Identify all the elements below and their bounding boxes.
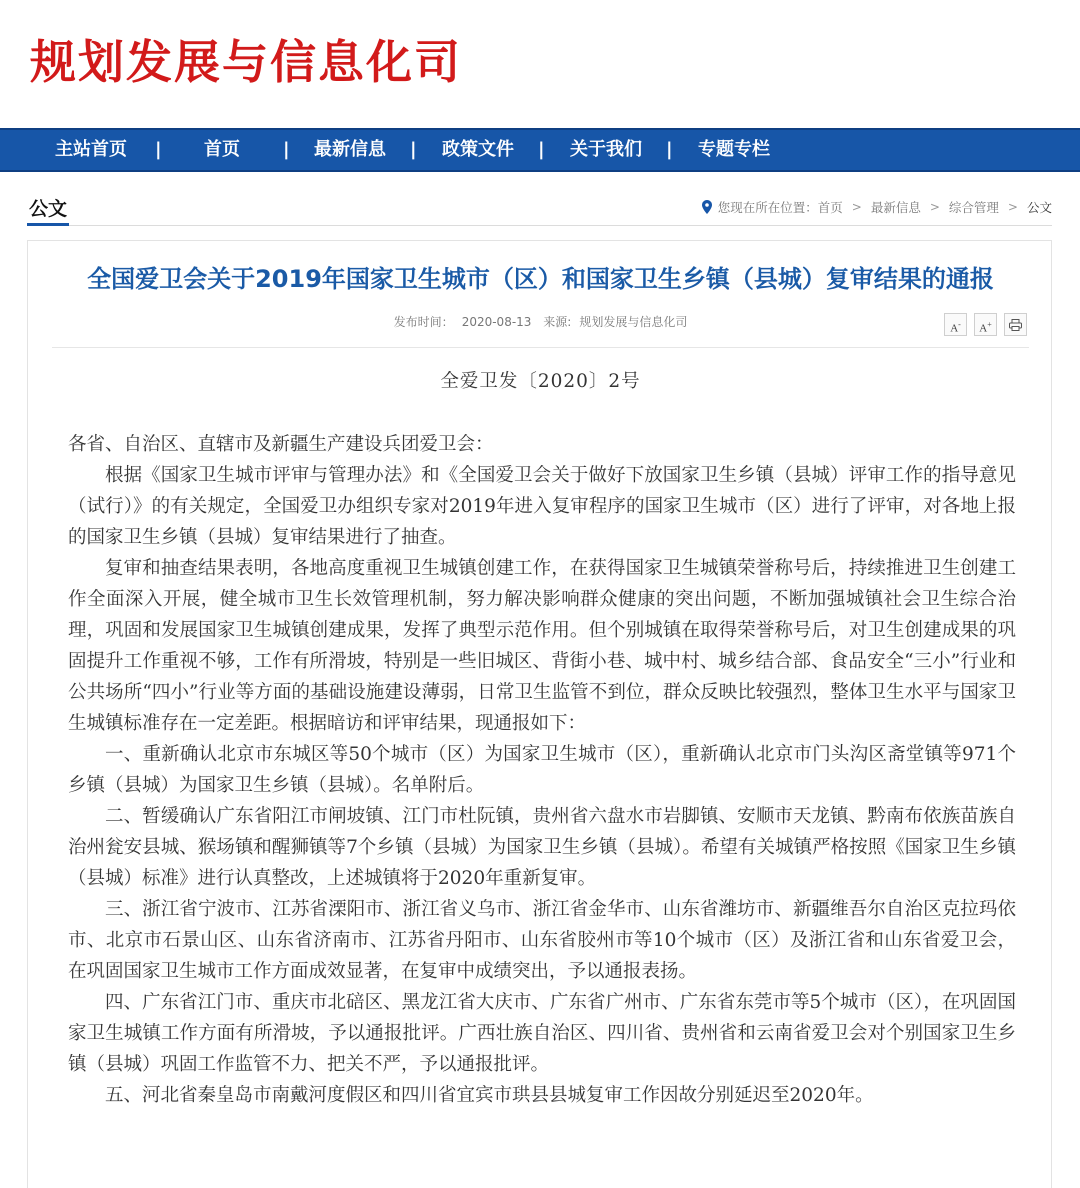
breadcrumb-current: 公文	[1026, 200, 1052, 215]
section-label: 公文	[27, 196, 69, 226]
article-container	[27, 240, 1052, 1188]
paragraph: 三、浙江省宁波市、江苏省溧阳市、浙江省义乌市、浙江省金华市、山东省潍坊市、新疆维吾尔自治区克拉玛依市、北京市石景山区、山东省济南市、江苏省丹阳市、山东省胶州市等10个城市（区）及浙江省和山东省爱卫会，在巩固国家卫生城市工作方面成效显著，在复审中成绩突出，予以通报表扬。	[68, 899, 1016, 982]
nav-separator: |	[155, 139, 162, 160]
nav-item-topics[interactable]: 专题专栏	[698, 139, 770, 160]
paragraph: 复审和抽查结果表明，各地高度重视卫生城镇创建工作，在获得国家卫生城镇荣誉称号后，持续推进卫生创建工作全面深入开展，健全城市卫生长效管理机制，努力解决影响群众健康的突出问题，不断加强城镇社会卫生综合治理，巩固和发展国家卫生城镇创建成果，发挥了典型示范作用。但个别城镇在取得荣誉称号后，对卫生创建成果的巩固提升工作重视不够，工作有所滑坡，特别是一些旧城区、背街小巷、城中村、城乡结合部、食品安全“三小”行业和公共场所“四小”行业等方面的基础设施建设薄弱，日常卫生监管不到位，群众反映比较强烈，整体卫生水平与国家卫生城镇标准存在一定差距。根据暗访和评审结果，现通报如下：	[68, 558, 1016, 734]
breadcrumb-general[interactable]: 综合管理	[948, 200, 999, 215]
article-meta	[28, 313, 1053, 330]
chevron-right-icon: >	[851, 200, 862, 214]
publish-label: 发布时间：	[393, 315, 454, 329]
nav-separator: |	[666, 139, 673, 160]
nav-item-policy[interactable]: 政策文件	[442, 139, 514, 160]
chevron-right-icon: >	[929, 200, 940, 214]
paragraph: 一、重新确认北京市东城区等50个城市（区）为国家卫生城市（区），重新确认北京市门头沟区斋堂镇等971个乡镇（县城）为国家卫生乡镇（县城）。名单附后。	[68, 744, 1016, 796]
nav-separator: |	[410, 139, 417, 160]
nav-item-about[interactable]: 关于我们	[570, 139, 642, 160]
breadcrumb-latest[interactable]: 最新信息	[870, 200, 921, 215]
article-tools	[944, 313, 1027, 336]
article-title: 全国爱卫会关于2019年国家卫生城市（区）和国家卫生乡镇（县城）复审结果的通报	[87, 265, 994, 293]
site-header	[0, 0, 1080, 128]
nav-item-latest[interactable]: 最新信息	[314, 139, 386, 160]
source-name: 规划发展与信息化司	[579, 315, 688, 329]
paragraph: 二、暂缓确认广东省阳江市闸坡镇、江门市杜阮镇，贵州省六盘水市岩脚镇、安顺市天龙镇、黔南布依族苗族自治州瓮安县城、猴场镇和醒狮镇等7个乡镇（县城）为国家卫生乡镇（县城）。希望有关城镇严格按照《国家卫生乡镇（县城）标准》进行认真整改，上述城镇将于2020年重新复审。	[68, 806, 1016, 889]
paragraph: 根据《国家卫生城市评审与管理办法》和《全国爱卫会关于做好下放国家卫生乡镇（县城）评审工作的指导意见（试行）》的有关规定，全国爱卫办组织专家对2019年进入复审程序的国家卫生城市（区）进行了评审，对各地上报的国家卫生乡镇（县城）复审结果进行了抽查。	[68, 465, 1016, 548]
salutation: 各省、自治区、直辖市及新疆生产建设兵团爱卫会：	[68, 434, 494, 455]
paragraph: 五、河北省秦皇岛市南戴河度假区和四川省宜宾市珙县县城复审工作因故分别延迟至2020年。	[105, 1085, 874, 1106]
article-body	[68, 429, 1016, 1111]
divider	[52, 347, 1029, 348]
chevron-right-icon: >	[1007, 200, 1018, 214]
nav-item-home[interactable]: 首页	[204, 139, 240, 160]
print-button[interactable]	[1004, 313, 1027, 336]
document-number: 全爱卫发〔2020〕2号	[440, 371, 641, 392]
print-icon	[1009, 319, 1022, 331]
nav-separator: |	[283, 139, 290, 160]
breadcrumb-home[interactable]: 首页	[817, 200, 843, 215]
paragraph: 四、广东省江门市、重庆市北碚区、黑龙江省大庆市、广东省广州市、广东省东莞市等5个城市（区），在巩固国家卫生城镇工作方面有所滑坡，予以通报批评。广西壮族自治区、四川省、贵州省和云南省爱卫会对个别国家卫生乡镇（县城）巩固工作监管不力、把关不严，予以通报批评。	[68, 992, 1016, 1075]
source-label: 来源:	[543, 315, 572, 329]
breadcrumb	[702, 196, 1052, 218]
breadcrumb-prefix: 您现在所在位置：	[717, 200, 818, 215]
location-bar	[27, 188, 1052, 226]
publish-date: 2020-08-13	[461, 315, 532, 329]
font-decrease-button[interactable]: A-	[944, 313, 967, 336]
font-increase-button[interactable]: A+	[974, 313, 997, 336]
nav-item-main-home[interactable]: 主站首页	[55, 139, 127, 160]
site-title[interactable]: 规划发展与信息化司	[30, 35, 462, 89]
location-pin-icon	[702, 200, 712, 214]
main-nav	[0, 128, 1080, 172]
nav-separator: |	[538, 139, 545, 160]
